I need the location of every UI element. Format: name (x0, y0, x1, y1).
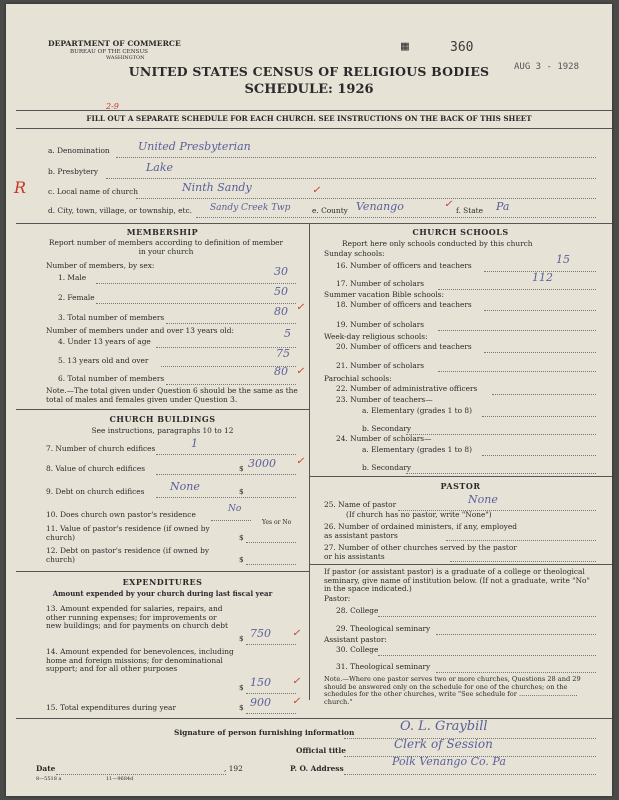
fill-line (166, 384, 296, 385)
q20-label: 20. Number of officers and teachers (336, 342, 472, 351)
check-mark-icon: ✓ (296, 302, 305, 313)
q23a-label: a. Elementary (grades 1 to 8) (362, 406, 473, 415)
fill-line (406, 473, 596, 474)
check-mark-icon: ✓ (312, 185, 321, 196)
signature-label: Signature of person furnishing information (174, 728, 355, 737)
expenditures-intro: Amount expended by your church during last fiscal year (52, 589, 273, 598)
fill-line (211, 520, 251, 521)
q14-value[interactable]: 150 (250, 676, 271, 689)
fill-line (96, 303, 296, 304)
schools-title: CHURCH SCHOOLS (412, 227, 509, 237)
q17-label: 17. Number of scholars (336, 279, 425, 288)
q14-label: 14. Amount expended for benevolences, including home and foreign missions; for denominational support; and for all other purposes (46, 647, 234, 674)
q9-label: 9. Debt on church edifices (46, 487, 145, 496)
buildings-title: CHURCH BUILDINGS (109, 414, 216, 424)
census-schedule-sheet (6, 4, 612, 796)
weekday-schools-label: Week-day religious schools: (324, 332, 428, 341)
fill-line (106, 178, 596, 179)
q4-label: 4. Under 13 years of age (58, 337, 151, 346)
q22-label: 22. Number of administrative officers (336, 384, 478, 393)
q16-value[interactable]: 15 (556, 253, 570, 266)
fill-line (156, 474, 296, 475)
age-intro-label: Number of members under and over 13 years old: (46, 326, 234, 335)
rule (16, 571, 309, 572)
department-heading: DEPARTMENT OF COMMERCE (48, 39, 181, 48)
q18-label: 18. Number of officers and teachers (336, 300, 472, 309)
q25-label: 25. Name of pastor (324, 500, 397, 509)
fill-line (246, 542, 296, 543)
county-label: e. County (312, 206, 348, 215)
q31-label: 31. Theological seminary (336, 662, 431, 671)
q21-label: 21. Number of scholars (336, 361, 425, 370)
q13-label: 13. Amount expended for salaries, repairs, and other running expenses; for improvements or new buildings; and for payments on church debt (46, 604, 228, 631)
official-title-label: Official title (296, 746, 346, 755)
membership-intro: Report number of members according to definition of member in your church (48, 238, 284, 256)
date-year: , 192 (224, 764, 243, 773)
q10-label: 10. Does church own pastor's residence (46, 510, 196, 519)
form-title: UNITED STATES CENSUS OF RELIGIOUS BODIES (128, 64, 490, 79)
state-value[interactable]: Pa (496, 200, 510, 213)
fill-line (482, 455, 596, 456)
q27-label: 27. Number of other churches served by the pastor or his assistants (324, 543, 517, 561)
rule (16, 718, 612, 719)
members-by-sex-label: Number of members, by sex: (46, 261, 155, 270)
q2-value[interactable]: 50 (274, 285, 288, 298)
q25-value[interactable]: None (468, 493, 498, 506)
q15-value[interactable]: 900 (250, 696, 271, 709)
denomination-label: a. Denomination (48, 146, 110, 155)
fill-line (56, 774, 226, 775)
q8-label: 8. Value of church edifices (46, 464, 145, 473)
po-address-value[interactable]: Polk Venango Co. Pa (392, 755, 506, 768)
q11-dollar: $ (239, 533, 244, 542)
fill-line (406, 434, 596, 435)
fill-line (436, 672, 596, 673)
q8-dollar: $ (239, 464, 244, 473)
q1-label: 1. Male (58, 273, 87, 282)
check-mark-icon: ✓ (292, 628, 301, 639)
fill-line (484, 310, 596, 311)
q1-value[interactable]: 30 (274, 265, 288, 278)
city-heading: WASHINGTON (106, 55, 145, 61)
check-mark-icon: ✓ (292, 696, 301, 707)
presbytery-value[interactable]: Lake (146, 161, 174, 174)
fill-line (378, 616, 596, 617)
fill-line (436, 634, 596, 635)
stamp-number: 360 (450, 40, 474, 55)
rule (16, 223, 612, 224)
rule (309, 476, 612, 477)
fill-line (482, 416, 596, 417)
fill-line (246, 713, 296, 714)
buildings-intro: See instructions, paragraphs 10 to 12 (91, 426, 234, 435)
q23-label: 23. Number of teachers— (336, 395, 433, 404)
q7-value[interactable]: 1 (191, 437, 198, 450)
check-mark-icon: ✓ (444, 199, 453, 210)
q6-value[interactable]: 80 (274, 365, 288, 378)
fill-line (246, 564, 296, 565)
rule (309, 564, 612, 565)
q7-label: 7. Number of church edifices (46, 444, 156, 453)
q25-note: (If church has no pastor, write "None") (346, 510, 492, 519)
fill-line (96, 283, 296, 284)
q11-label: 11. Value of pastor's residence (if owned by church) (46, 524, 210, 542)
fill-line (246, 644, 296, 645)
stamp-icon: ▦ (401, 39, 409, 54)
schools-intro: Report here only schools conducted by this church (342, 239, 533, 248)
q9-value[interactable]: None (170, 480, 200, 493)
denomination-value[interactable]: United Presbyterian (138, 140, 251, 153)
q28-label: 28. College (336, 606, 379, 615)
q4-value[interactable]: 5 (284, 327, 291, 340)
local-name-value[interactable]: Ninth Sandy (182, 181, 252, 194)
signature-value[interactable]: O. L. Graybill (400, 719, 488, 734)
q24b-label: b. Secondary (362, 463, 412, 472)
expenditures-title: EXPENDITURES (122, 577, 203, 587)
column-divider (309, 223, 310, 700)
fill-line (166, 323, 296, 324)
fill-line (492, 394, 596, 395)
presbytery-label: b. Presbytery (48, 167, 99, 176)
q9-dollar: $ (239, 487, 244, 496)
fill-line (484, 352, 596, 353)
q13-dollar: $ (239, 634, 244, 643)
fill-line (156, 347, 296, 348)
q3-label: 3. Total number of members (58, 313, 165, 322)
bureau-heading: BUREAU OF THE CENSUS (70, 49, 149, 55)
fill-line (116, 157, 596, 158)
q8-value[interactable]: 3000 (248, 457, 276, 470)
official-title-value[interactable]: Clerk of Session (394, 737, 493, 751)
q13-value[interactable]: 750 (250, 627, 271, 640)
q29-label: 29. Theological seminary (336, 624, 431, 633)
q12-label: 12. Debt on pastor's residence (if owned by church) (46, 546, 210, 564)
check-mark-icon: ✓ (296, 366, 305, 377)
yes-no-hint: Yes or No (262, 519, 292, 526)
stamp-date: AUG 3 - 1928 (514, 62, 580, 72)
q10-value[interactable]: No (228, 504, 242, 514)
q23b-label: b. Secondary (362, 424, 412, 433)
membership-title: MEMBERSHIP (126, 227, 199, 237)
q26-label: 26. Number of ordained ministers, if any, employed as assistant pastors (324, 522, 517, 540)
fill-line (156, 497, 296, 498)
fill-line (438, 330, 596, 331)
red-bracket-mark: R (14, 178, 27, 197)
q5-value[interactable]: 75 (276, 347, 290, 360)
assistant-pastor-subheading: Assistant pastor: (324, 635, 387, 644)
check-mark-icon: ✓ (292, 676, 301, 687)
po-address-label: P. O. Address (290, 764, 344, 773)
rule (16, 409, 309, 410)
rule (16, 110, 612, 111)
instruction-line: FILL OUT A SEPARATE SCHEDULE FOR EACH CHURCH. SEE INSTRUCTIONS ON THE BACK OF THIS SHEET (86, 114, 532, 123)
city-value[interactable]: Sandy Creek Twp (210, 203, 291, 213)
form-code-2: 11—9684d (106, 776, 134, 782)
fill-line (156, 454, 296, 455)
q2-label: 2. Female (58, 293, 95, 302)
sunday-schools-label: Sunday schools: (324, 249, 385, 258)
date-label: Date (36, 764, 56, 773)
q24-label: 24. Number of scholars— (336, 434, 432, 443)
fill-line (450, 561, 596, 562)
county-value[interactable]: Venango (356, 200, 404, 213)
pastor-subheading: Pastor: (324, 594, 351, 603)
q5-label: 5. 13 years old and over (58, 356, 149, 365)
q3-value[interactable]: 80 (274, 305, 288, 318)
q16-label: 16. Number of officers and teachers (336, 261, 472, 270)
state-label: f. State (456, 206, 483, 215)
q15-label: 15. Total expenditures during year (46, 703, 176, 712)
q15-dollar: $ (239, 703, 244, 712)
q19-label: 19. Number of scholars (336, 320, 425, 329)
fill-line (136, 198, 596, 199)
q17-value[interactable]: 112 (532, 271, 553, 284)
membership-note: Note.—The total given under Question 6 should be the same as the total of males and females given under Question 3. (46, 386, 298, 404)
pastor-note: Note.—Where one pastor serves two or more churches, Questions 28 and 29 should be answered only on the schedule for one of the churches; on the schedules for the other churches, write "See schedule for ............................ church." (324, 675, 581, 706)
fill-line (446, 540, 596, 541)
parochial-schools-label: Parochial schools: (324, 374, 392, 383)
fill-line (246, 693, 296, 694)
q24a-label: a. Elementary (grades 1 to 8) (362, 445, 473, 454)
fill-line (344, 774, 596, 775)
red-mark: 2-9 (106, 102, 119, 111)
city-label: d. City, town, village, or township, etc. (48, 206, 193, 215)
form-code: 8—5518 a (36, 776, 62, 782)
check-mark-icon: ✓ (296, 456, 305, 467)
rule (16, 128, 612, 129)
form-schedule: SCHEDULE: 1926 (244, 82, 374, 97)
q6-label: 6. Total number of members (58, 374, 165, 383)
fill-line (438, 371, 596, 372)
q12-dollar: $ (239, 555, 244, 564)
summer-schools-label: Summer vacation Bible schools: (324, 290, 444, 299)
graduate-note: If pastor (or assistant pastor) is a graduate of a college or theological seminary, give name of institution below. (If not a graduate, write "No" in the space indicated.) (324, 567, 590, 594)
q30-label: 30. College (336, 645, 379, 654)
local-name-label: c. Local name of church (48, 187, 138, 196)
q14-dollar: $ (239, 683, 244, 692)
fill-line (438, 289, 596, 290)
fill-line (378, 655, 596, 656)
fill-line (196, 217, 596, 218)
pastor-title: PASTOR (440, 481, 481, 491)
